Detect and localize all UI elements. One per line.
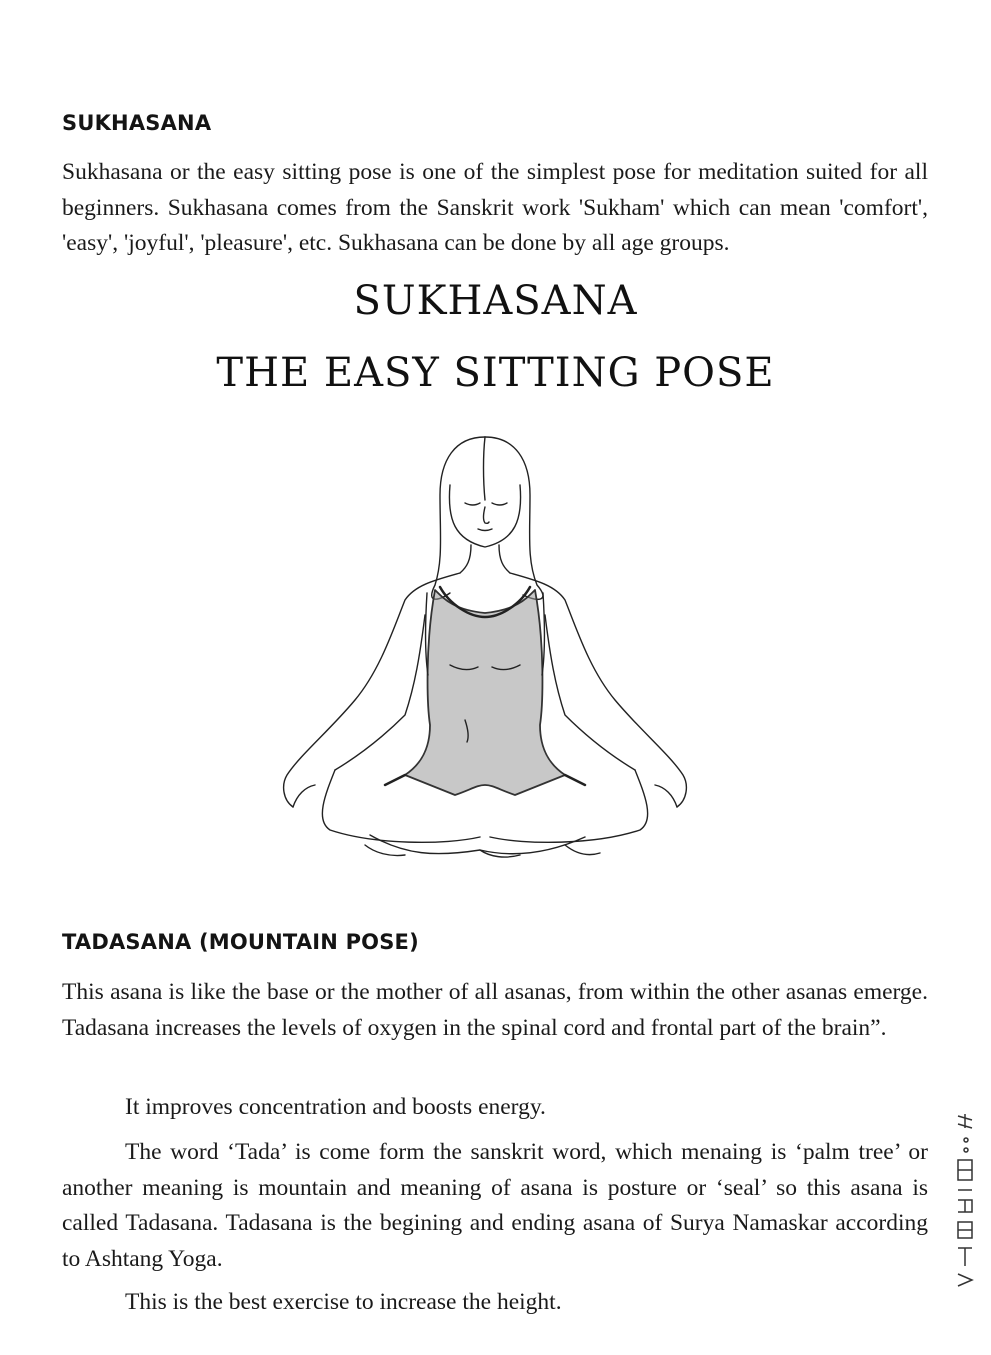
tadasana-paragraph-4: This is the best exercise to increase the height. [125, 1289, 562, 1315]
figure-title-line1: SUKHASANA [353, 278, 638, 324]
section-heading-tadasana: TADASANA (MOUNTAIN POSE) [62, 930, 419, 954]
seated-meditation-pose-illustration [275, 425, 695, 865]
figure-title-line2: THE EASY SITTING POSE [216, 350, 775, 396]
tadasana-paragraph-3: The word ‘Tada’ is come form the sanskrit word, which menaing is ‘palm tree’ or another meaning is mountain and meaning of asana is posture or ‘seal’ so this asana is called Tadasana. Tadasana is the begining and ending asana of Surya Namaskar according to Ashtang Yoga. [62, 1139, 928, 1272]
publisher-side-mark [952, 1112, 980, 1292]
sukhasana-paragraph: Sukhasana or the easy sitting pose is one of the simplest pose for meditation suited for all beginners. Sukhasana comes from the Sanskrit work 'Sukham' which can mean 'comfort', 'easy', 'joyful', 'pleasure', etc. Sukhasana can be done by all age groups. [62, 159, 928, 256]
tadasana-paragraph-1: This asana is like the base or the mother of all asanas, from within the other asanas emerge. Tadasana increases the levels of oxygen in the spinal cord and frontal part of the brain”. [62, 979, 928, 1041]
tadasana-paragraph-2: It improves concentration and boosts energy. [125, 1094, 546, 1120]
section-heading-sukhasana: SUKHASANA [62, 111, 212, 135]
